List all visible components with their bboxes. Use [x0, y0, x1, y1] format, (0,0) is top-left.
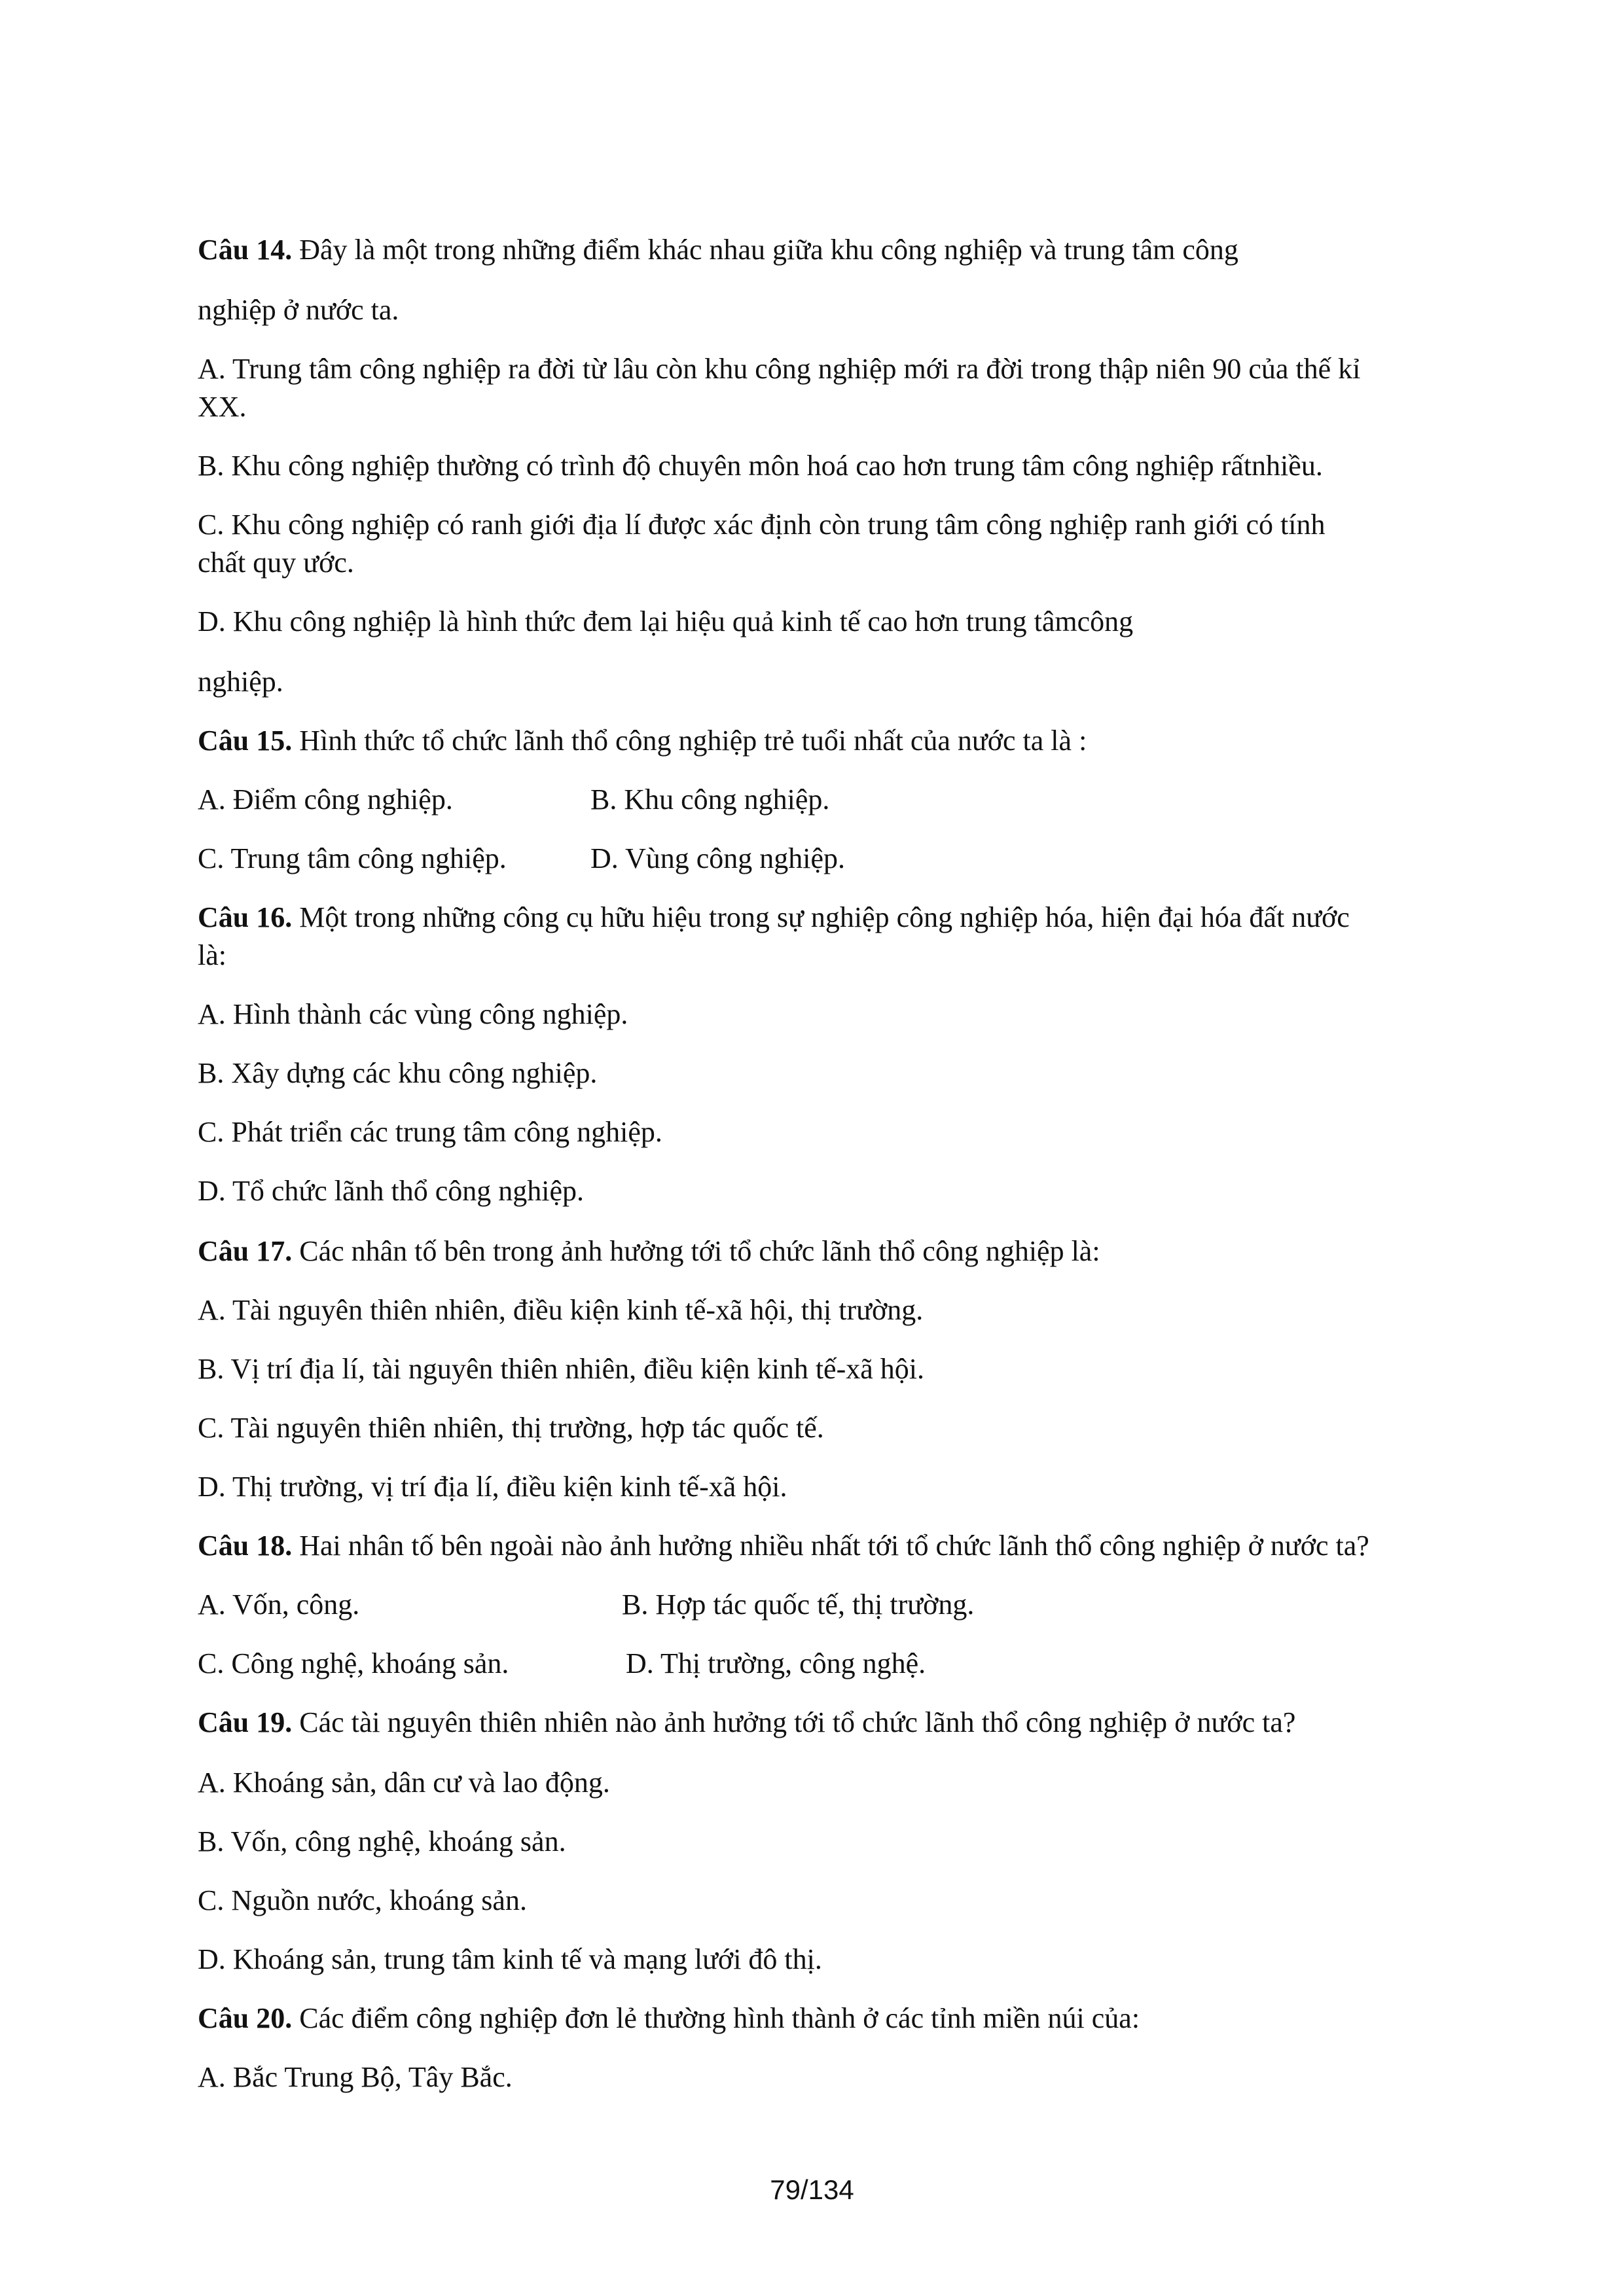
question-19-stem — [198, 1704, 1295, 1741]
question-17-option-c: C. Tài nguyên thiên nhiên, thị trường, hợp tác quốc tế. — [198, 1412, 824, 1444]
question-14-option-a: A. Trung tâm công nghiệp ra đời từ lâu còn khu công nghiệp mới ra đời trong thập niên 90 của thế kỉ — [198, 353, 1361, 385]
question-18-option-c: C. Công nghệ, khoáng sản. — [198, 1647, 509, 1679]
question-14-option-d-cont: nghiệp. — [198, 666, 283, 698]
question-19-option-d: D. Khoáng sản, trung tâm kinh tế và mạng lưới đô thị. — [198, 1943, 822, 1975]
question-text: Một trong những công cụ hữu hiệu trong sự nghiệp công nghiệp hóa, hiện đại hóa đất nước — [292, 901, 1350, 933]
question-15-option-a: A. Điểm công nghiệp. — [198, 783, 453, 816]
question-14-stem-cont: nghiệp ở nước ta. — [198, 294, 399, 326]
question-15-stem — [198, 723, 1087, 759]
question-18-option-a: A. Vốn, công. — [198, 1588, 360, 1621]
question-text: Các nhân tố bên trong ảnh hưởng tới tổ chức lãnh thổ công nghiệp là: — [292, 1235, 1100, 1267]
question-16-stem-cont: là: — [198, 939, 226, 971]
question-number: Câu 19. — [198, 1706, 293, 1738]
question-text: Hình thức tổ chức lãnh thổ công nghiệp trẻ tuổi nhất của nước ta là : — [292, 725, 1087, 757]
question-14-option-c: C. Khu công nghiệp có ranh giới địa lí được xác định còn trung tâm công nghiệp ranh giới có tính — [198, 509, 1326, 541]
question-number: Câu 14. — [198, 234, 293, 266]
question-19-option-b: B. Vốn, công nghệ, khoáng sản. — [198, 1825, 566, 1857]
question-16-option-b: B. Xây dựng các khu công nghiệp. — [198, 1057, 598, 1089]
question-text: Hai nhân tố bên ngoài nào ảnh hưởng nhiều nhất tới tổ chức lãnh thổ công nghiệp ở nước ta? — [292, 1530, 1369, 1562]
question-number: Câu 17. — [198, 1235, 293, 1267]
question-16-option-c: C. Phát triển các trung tâm công nghiệp. — [198, 1116, 662, 1148]
question-number: Câu 20. — [198, 2002, 293, 2034]
question-17-option-b: B. Vị trí địa lí, tài nguyên thiên nhiên, điều kiện kinh tế-xã hội. — [198, 1353, 924, 1385]
question-18-stem — [198, 1528, 1369, 1564]
question-14-option-a-cont: XX. — [198, 391, 247, 423]
question-14-option-b: B. Khu công nghiệp thường có trình độ chuyên môn hoá cao hơn trung tâm công nghiệp rấtnhiều. — [198, 450, 1323, 482]
question-text: Đây là một trong những điểm khác nhau giữa khu công nghiệp và trung tâm công — [292, 234, 1238, 266]
question-16-option-d: D. Tổ chức lãnh thổ công nghiệp. — [198, 1175, 585, 1207]
question-16-option-a: A. Hình thành các vùng công nghiệp. — [198, 998, 628, 1030]
question-20-stem — [198, 2000, 1140, 2037]
question-number: Câu 15. — [198, 725, 293, 757]
question-14-option-d: D. Khu công nghiệp là hình thức đem lại hiệu quả kinh tế cao hơn trung tâmcông — [198, 605, 1134, 637]
question-14-option-c-cont: chất quy ước. — [198, 547, 354, 579]
question-number: Câu 16. — [198, 901, 293, 933]
question-19-option-c: C. Nguồn nước, khoáng sản. — [198, 1884, 527, 1916]
question-text: Các tài nguyên thiên nhiên nào ảnh hưởng tới tổ chức lãnh thổ công nghiệp ở nước ta? — [292, 1706, 1296, 1738]
question-15-option-b: B. Khu công nghiệp. — [590, 783, 830, 816]
question-20-option-a: A. Bắc Trung Bộ, Tây Bắc. — [198, 2061, 513, 2093]
question-18-option-d: D. Thị trường, công nghệ. — [626, 1647, 926, 1679]
question-14-stem — [198, 232, 1238, 268]
page-number: 79/134 — [770, 2174, 854, 2205]
question-19-option-a: A. Khoáng sản, dân cư và lao động. — [198, 1767, 610, 1799]
question-17-option-a: A. Tài nguyên thiên nhiên, điều kiện kinh tế-xã hội, thị trường. — [198, 1294, 924, 1326]
question-15-option-c: C. Trung tâm công nghiệp. — [198, 842, 507, 874]
question-17-option-d: D. Thị trường, vị trí địa lí, điều kiện kinh tế-xã hội. — [198, 1471, 787, 1503]
question-17-stem — [198, 1233, 1100, 1270]
question-15-option-d: D. Vùng công nghiệp. — [590, 842, 846, 874]
question-16-stem — [198, 899, 1350, 936]
question-number: Câu 18. — [198, 1530, 293, 1562]
question-18-option-b: B. Hợp tác quốc tế, thị trường. — [622, 1588, 975, 1621]
question-text: Các điểm công nghiệp đơn lẻ thường hình thành ở các tỉnh miền núi của: — [292, 2002, 1140, 2034]
